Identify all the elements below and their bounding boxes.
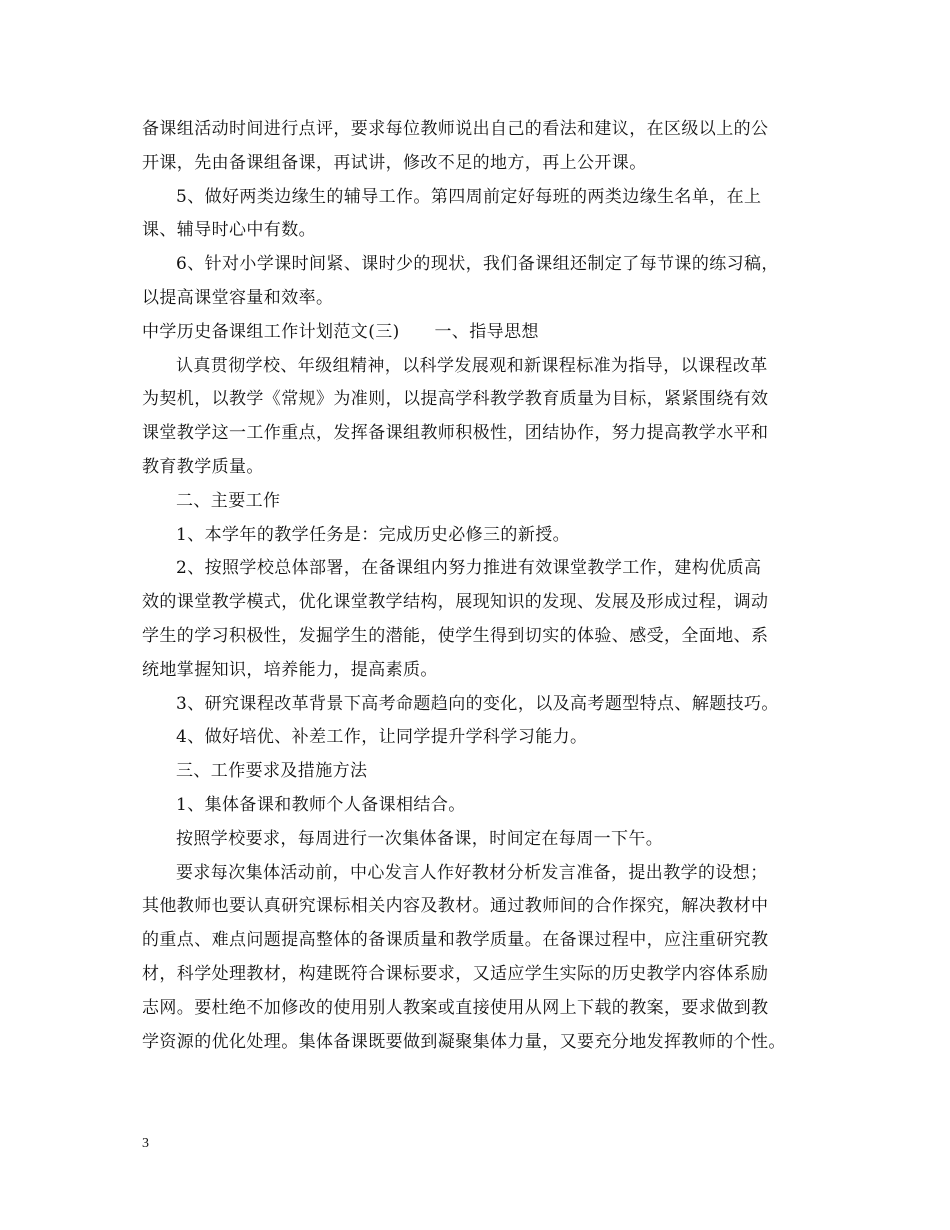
document-body [142,113,810,1059]
text-line: 6、针对小学课时间紧、课时少的现状，我们备课组还制定了每节课的练习稿， [176,254,779,275]
text-line: 教育教学质量。 [142,456,264,477]
text-line: 课堂教学这一工作重点，发挥备课组教师积极性，团结协作，努力提高教学水平和 [142,423,769,444]
text-line: 志网。要杜绝不加修改的使用别人教案或直接使用从网上下载的教案，要求做到教 [142,997,769,1018]
text-line: 其他教师也要认真研究课标相关内容及教材。通过教师间的合作探究，解决教材中 [142,896,769,917]
page-number: 3 [142,1136,149,1151]
text-line: 1、集体备课和教师个人备课相结合。 [176,794,466,815]
text-line: 课、辅导时心中有数。 [142,220,316,241]
text-line: 效的课堂教学模式，优化课堂教学结构，展现知识的发现、发展及形成过程，调动 [142,592,769,613]
text-lines [142,113,810,1059]
text-line: 2、按照学校总体部署，在备课组内努力推进有效课堂教学工作，建构优质高 [176,558,762,579]
text-line: 的重点、难点问题提高整体的备课质量和教学质量。在备课过程中，应注重研究教 [142,930,769,951]
text-line: 中学历史备课组工作计划范文(三) 一、指导思想 [142,321,539,342]
text-line: 要求每次集体活动前，中心发言人作好教材分析发言准备，提出教学的设想； [176,862,768,883]
text-line: 备课组活动时间进行点评，要求每位教师说出自己的看法和建议，在区级以上的公 [142,119,769,139]
text-line: 1、本学年的教学任务是：完成历史必修三的新授。 [176,524,571,545]
text-line: 开课，先由备课组备课，再试讲，修改不足的地方，再上公开课。 [142,152,647,173]
text-line: 为契机，以教学《常规》为准则，以提高学科教学教育质量为目标，紧紧围绕有效 [142,389,769,410]
text-line: 3、研究课程改革背景下高考命题趋向的变化，以及高考题型特点、解题技巧。 [176,693,779,714]
text-line: 以提高课堂容量和效率。 [142,287,334,308]
text-line: 二、主要工作 [176,490,281,511]
text-line: 5、做好两类边缘生的辅导工作。第四周前定好每班的两类边缘生名单，在上 [176,186,762,207]
text-line: 4、做好培优、补差工作，让同学提升学科学习能力。 [176,727,588,748]
text-line: 统地掌握知识，培养能力，提高素质。 [142,659,438,680]
text-line: 材，科学处理教材，构建既符合课标要求，又适应学生实际的历史教学内容体系励 [142,963,769,984]
text-line: 认真贯彻学校、年级组精神，以科学发展观和新课程标准为指导，以课程改革 [176,355,768,376]
text-line: 三、工作要求及措施方法 [176,761,368,782]
text-line: 学生的学习积极性，发掘学生的潜能，使学生得到切实的体验、感受，全面地、系 [142,625,769,646]
text-line: 按照学校要求，每周进行一次集体备课，时间定在每周一下午。 [176,828,664,849]
text-line: 学资源的优化处理。集体备课既要做到凝聚集体力量，又要充分地发挥教师的个性。 [142,1031,786,1052]
